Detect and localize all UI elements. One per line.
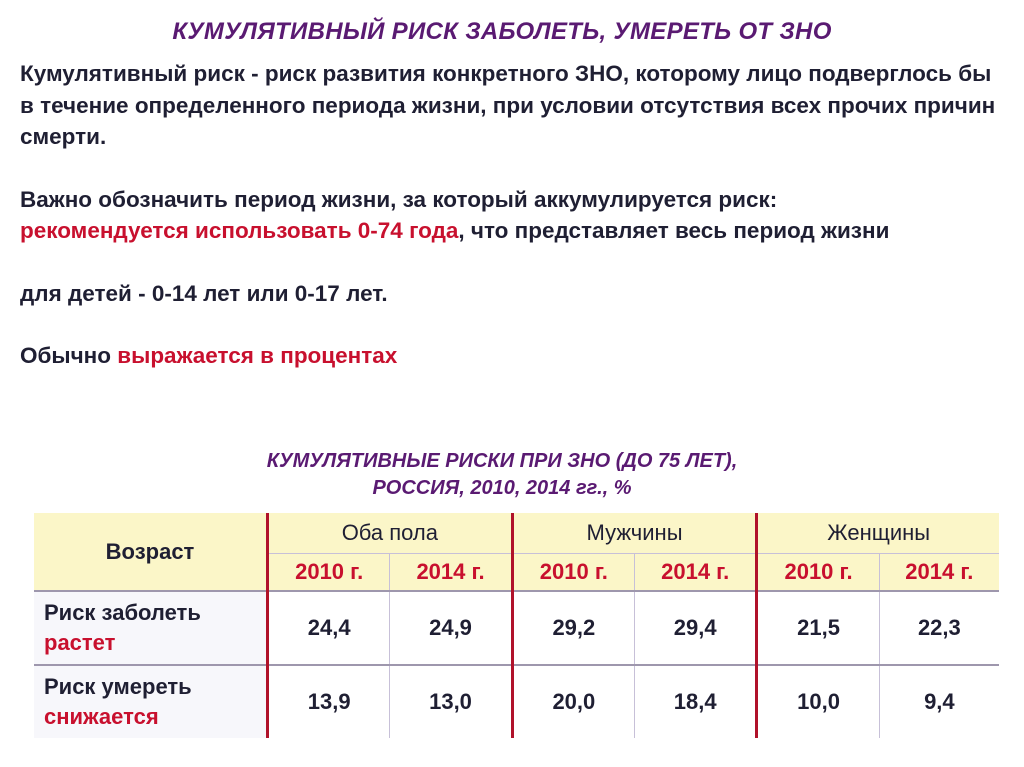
- table-cell: 13,9: [268, 665, 390, 738]
- table-cell: 13,0: [390, 665, 512, 738]
- body-text: [20, 58, 1005, 372]
- year-header: 2010 г.: [757, 553, 879, 591]
- age-header: Возраст: [34, 513, 268, 591]
- risk-table: [34, 513, 999, 738]
- row-label: [34, 665, 268, 738]
- table-cell: 20,0: [512, 665, 634, 738]
- table-cell: 24,4: [268, 591, 390, 665]
- group-header-women: Женщины: [757, 513, 999, 553]
- table-cell: 24,9: [390, 591, 512, 665]
- year-header: 2014 г.: [879, 553, 999, 591]
- row-label-text: Риск заболеть: [44, 600, 201, 625]
- important-intro: Важно обозначить период жизни, за который аккумулируется риск:: [20, 186, 778, 212]
- definition-paragraph: Кумулятивный риск - риск развития конкретного ЗНО, которому лицо подверглось бы в течение определенного периода жизни, при условии отсутствия всех прочих причин смерти.: [20, 61, 996, 149]
- year-header: 2010 г.: [512, 553, 634, 591]
- year-header: 2014 г.: [635, 553, 757, 591]
- recommendation-rest: , что представляет весь период жизни: [458, 218, 890, 243]
- usually-paragraph: [20, 340, 1005, 372]
- table-cell: 21,5: [757, 591, 879, 665]
- usually-prefix: Обычно: [20, 343, 118, 368]
- table-row: [34, 591, 999, 665]
- table-cell: 29,2: [512, 591, 634, 665]
- table-cell: 10,0: [757, 665, 879, 738]
- table-cell: 29,4: [635, 591, 757, 665]
- table-cell: 22,3: [879, 591, 999, 665]
- row-trend: растет: [44, 630, 116, 655]
- row-label: [34, 591, 268, 665]
- table-title-line-2: РОССИЯ, 2010, 2014 гг., %: [372, 477, 632, 499]
- table-cell: 9,4: [879, 665, 999, 738]
- group-header-both: Оба пола: [268, 513, 513, 553]
- year-header: 2010 г.: [268, 553, 390, 591]
- year-header: 2014 г.: [390, 553, 512, 591]
- row-label-text: Риск умереть: [44, 674, 192, 699]
- percent-highlight: выражается в процентах: [117, 343, 398, 368]
- table-title-line-1: КУМУЛЯТИВНЫЕ РИСКИ ПРИ ЗНО (ДО 75 ЛЕТ),: [266, 450, 738, 472]
- recommendation-highlight: рекомендуется использовать 0-74 года: [20, 218, 459, 243]
- table-row: [34, 665, 999, 738]
- group-header-men: Мужчины: [512, 513, 757, 553]
- important-paragraph: [20, 184, 1005, 247]
- children-paragraph: для детей - 0-14 лет или 0-17 лет.: [20, 280, 388, 306]
- table-cell: 18,4: [635, 665, 757, 738]
- slide-title: КУМУЛЯТИВНЫЙ РИСК ЗАБОЛЕТЬ, УМЕРЕТЬ ОТ ЗНО: [172, 18, 832, 45]
- row-trend: снижается: [44, 704, 159, 729]
